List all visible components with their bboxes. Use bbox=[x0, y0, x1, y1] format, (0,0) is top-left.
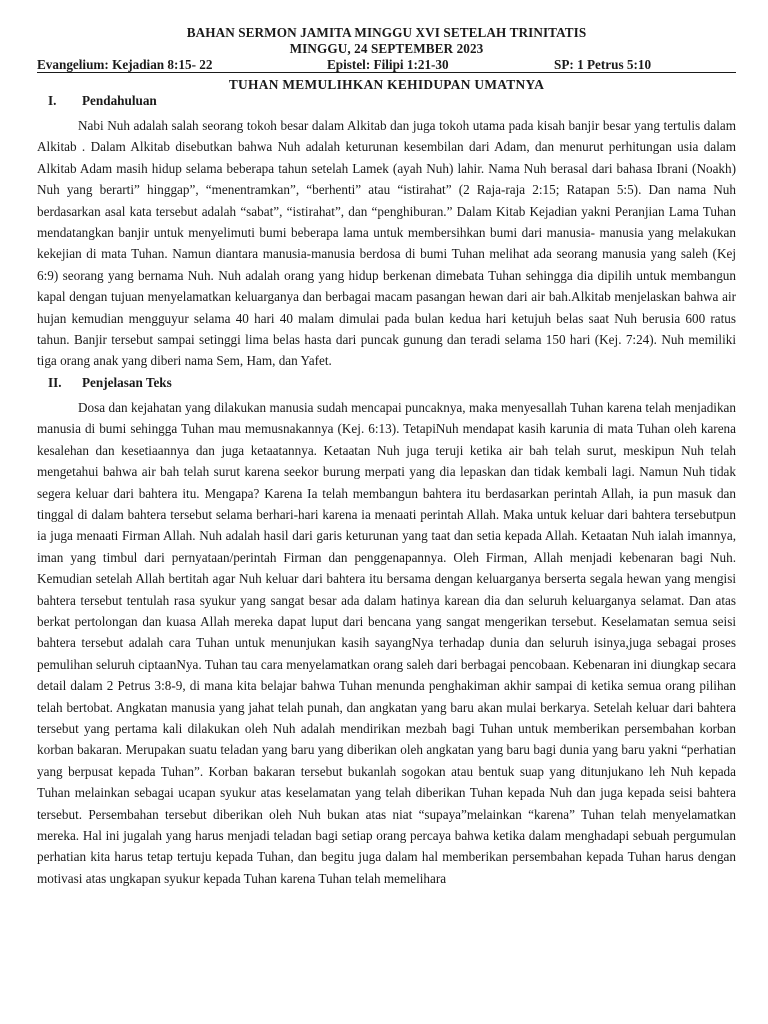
document-title: BAHAN SERMON JAMITA MINGGU XVI SETELAH TRINITATIS bbox=[186, 25, 587, 40]
sp-reference: SP: 1 Petrus 5:10 bbox=[554, 57, 652, 72]
document-date: MINGGU, 24 SEPTEMBER 2023 bbox=[289, 41, 484, 56]
sermon-theme: TUHAN MEMULIHKAN KEHIDUPAN UMATNYA bbox=[228, 77, 545, 92]
scripture-references bbox=[37, 57, 736, 73]
epistel-reference: Epistel: Filipi 1:21-30 bbox=[327, 57, 449, 72]
section-heading bbox=[37, 375, 736, 391]
section-paragraph: Dosa dan kejahatan yang dilakukan manusia sudah mencapai puncaknya, maka menyesallah Tuhan karena telah menjadikan manusia di bumi sehingga Tuhan mau memusnakannya (Kej. 6:13). TetapiNuh mendapat kasih karunia di mata Tuhan oleh karena kesalehan dan kesetiaannya dan juga ketaatannya. Ketaatan Nuh juga teruji ketika air bah telah surut, meskipun Nuh telah mengetahui bahwa air bah telah surut karena seekor burung merpati yang dia lepaskan dan tidak kembali lagi. Namun Nuh tidak segera keluar dari bahtera itu. Mengapa? Karena Ia telah membangun bahtera itu berdasarkan perintah Allah, ia pun masuk dan tinggal di dalam bahtera tersebut selama berhari-hari karena ia menaati perintah Allah. Maka untuk keluar dari bahtera tersebutpun ia juga menaati Firman Allah. Nuh adalah hasil dari garis keturunan yang taat dan setia kepada Allah. Ketaatan Nuh ialah imannya, iman yang timbul dari pernyataan/perintah Firman dan penggenapannya. Oleh Firman, Allah menjadi kebenaran bagi Nuh. Kemudian setelah Allah bertitah agar Nuh keluar dari bahtera itu bersama dengan keluarganya berserta segala hewan yang mengisi bahtera tersebut tentulah rasa syukur yang sangat besar ada dalam hatinya karean dia dan seluruh keluarganya selamat. Dan atas berkat pertolongan dan kuasa Allah mereka dapat luput dari bencana yang sangat mengerikan tersebut. Keselamatan semua seisi bahtera tersebut adalah cara Tuhan untuk menunjukan kasih sayangNya terhadap dunia dan seluruh isinya,juga sebagai proses pemulihan seluruh ciptaanNya. Tuhan tau cara menyelamatkan orang saleh dari berbagai pencobaan. Kebenaran ini diungkap secara detail dalam 2 Petrus 3:8-9, di mana kita belajar bahwa Tuhan menunda penghakiman akhir sampai di ketika semua orang pilihan telah bertobat. Angkatan manusia yang jahat telah punah, dan angkatan yang baru akan mulai berkarya. Setelah keluar dari bahtera tersebut yang pertama kali dilakukan oleh Nuh adalah mendirikan mezbah bagi Tuhan untuk memberikan persembahan korban korban bakaran. Merupakan suatu teladan yang baru yang diberikan oleh angkatan yang baru bagi dunia yang baru yakni “perhatian yang berpusat kepada Tuhan”. Korban bakaran tersebut bukanlah sogokan atau bentuk suap yang ditunjukano leh Nuh kepada Tuhan melainkan sebagai ucapan syukur atas keselamatan yang telah diberikan Tuhan kepada Nuh dan juga kepada seisi bahtera tersebut. Persembahan tersebut diberikan oleh Nuh bukan atas niat “supaya”melainkan “karena” Tuhan telah menyelamatkan mereka. Hal ini jugalah yang harus menjadi teladan bagi setiap orang percaya bahwa ketika dalam menghadapi sebuah pergumulan perhatian kita harus tetap tertuju kepada Tuhan, dan begitu juga dalam hal memberikan persembahan kepada Tuhan harus dengan motivasi atas ungkapan syukur kepada Tuhan karena Tuhan telah memelihara bbox=[37, 399, 736, 886]
section-heading bbox=[37, 93, 736, 109]
section-number: II. bbox=[48, 374, 62, 390]
section-title: Penjelasan Teks bbox=[82, 374, 172, 390]
section-title: Pendahuluan bbox=[82, 93, 157, 108]
evangelium-reference: Evangelium: Kejadian 8:15- 22 bbox=[37, 57, 213, 72]
section-number: I. bbox=[48, 93, 57, 108]
section-paragraph: Nabi Nuh adalah salah seorang tokoh besar dalam Alkitab dan juga tokoh utama pada kisah banjir besar yang tertulis dalam Alkitab . Dalam Alkitab disebutkan bahwa Nuh adalah keturunan kesembilan dari Adam, dan menurut perhitungan usia dalam Alkitab Adam masih hidup selama beberapa tahun setelah Lamek (ayah Nuh) lahir. Nama Nuh berasal dari bahasa Ibrani (Noakh) Nuh yang berarti” hinggap”, “menentramkan”, “berhenti” atau “istirahat” (2 Raja-raja 2:15; Ratapan 5:5). Dan nama Nuh berdasarkan asal kata tersebut adalah “sabat”, “istirahat”, dan “penghiburan.” Dalam Kitab Kejadian yakni Peranjian Lama Tuhan mendatangkan banjir untuk menyelimuti bumi beberapa lama untuk membersihkan bumi dari manusia- manusia yang melakukan kekejian di mata Tuhan. Namun diantara manusia-manusia berdosa di bumi Tuhan melihat ada seorang manusia yang saleh (Kej 6:9) seorang yang bernama Nuh. Nuh adalah orang yang hidup berkenan dimebata Tuhan sehingga dia dipilih untuk membangun kapal dengan tujuan menyelamatkan keluarganya dan berbagai macam pasangan hewan dari air bah.Alkitab menjelaskan bahwa air hujan kemudian mengguyur selama 40 hari 40 malam dimulai pada bulan kedua hari ketujuh belas saat Nuh berusia 600 ratus tahun. Banjir tersebut sampai setinggi lima belas hasta dari puncak gunung dan teradi selama 150 hari (Kej. 7:24). Nuh memiliki tiga orang anak yang diberi nama Sem, Ham, dan Yafet. bbox=[37, 118, 736, 369]
